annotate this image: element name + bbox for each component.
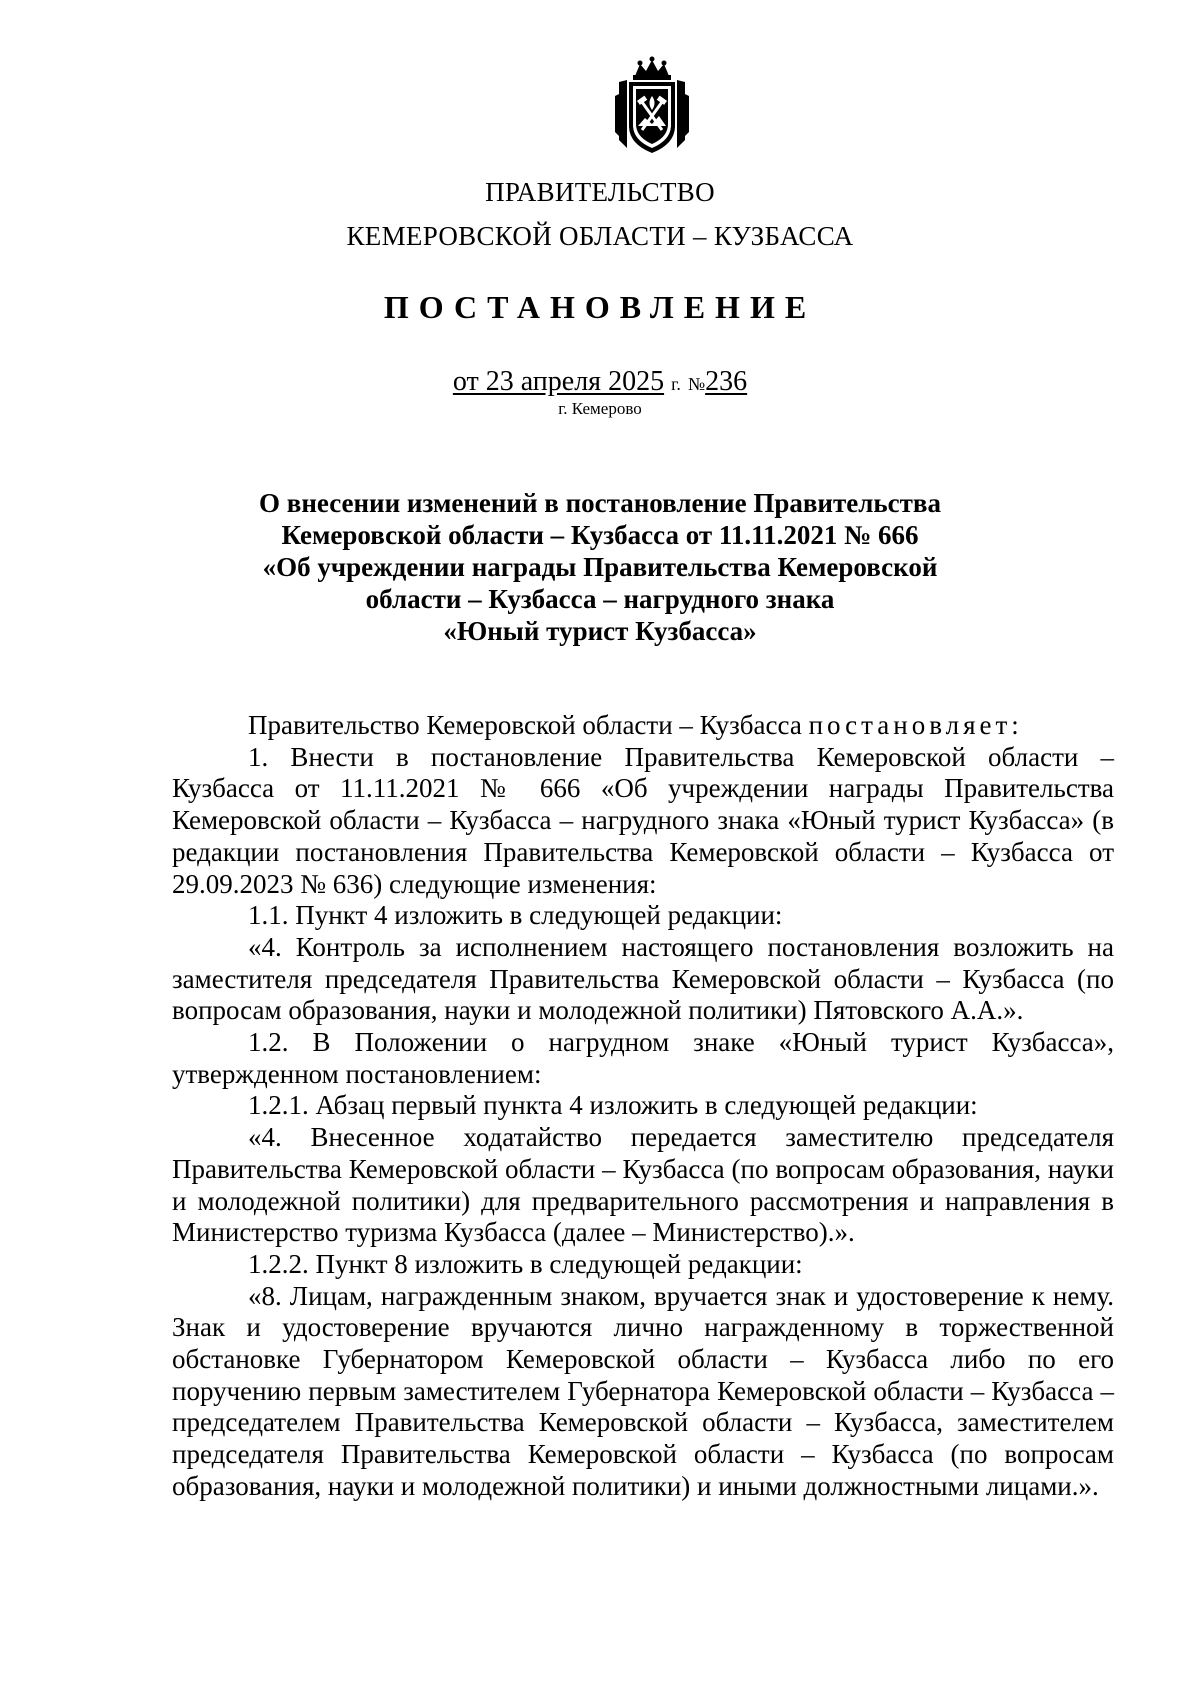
document-date: от 23 апреля 2025: [452, 366, 665, 397]
body-paragraph: 1.1. Пункт 4 изложить в следующей редакции:: [248, 900, 783, 931]
date-number-line: [0, 365, 1200, 401]
body-paragraph: «8. Лицам, награжденным знаком, вручается знак и удостоверение к нему. Знак и удостоверение вручаются лично награжденному в торжественной обстановке Губернатором Кемеровской области – Кузбасса либо по его поручению первым заместителем Губернатора Кемеровской области – Кузбасса – председателем Правительства Кемеровской области – Кузбасса, заместителем председателя Правительства Кемеровской области – Кузбасса (по вопросам образования, науки и молодежной политики) и иными должностными лицами.».: [172, 1280, 1114, 1501]
number-sign: №: [687, 374, 706, 394]
title-line: О внесении изменений в постановление Правительства: [259, 488, 941, 518]
title-line: Кемеровской области – Кузбасса от 11.11.2021 № 666: [281, 520, 919, 550]
body-paragraph: «4. Контроль за исполнением настоящего постановления возложить на заместителя председателя Правительства Кемеровской области – Кузбасса (по вопросам образования, науки и молодежной политики) Пятовского А.А.».: [172, 931, 1114, 1026]
org-name-line-2: КЕМЕРОВСКОЙ ОБЛАСТИ – КУЗБАССА: [346, 221, 854, 251]
kuzbass-coat-of-arms-icon: [613, 56, 691, 156]
org-name-line-1: ПРАВИТЕЛЬСТВО: [485, 177, 715, 207]
body-paragraph: 1.2.2. Пункт 8 изложить в следующей редакции:: [248, 1248, 803, 1279]
document-body: [172, 710, 1114, 1503]
body-paragraph: 1.2. В Положении о нагрудном знаке «Юный турист Кузбасса», утвержденном постановлением:: [172, 1027, 1114, 1089]
issuing-city: г. Кемерово: [558, 399, 642, 418]
intro-resolves: постановляет:: [808, 710, 1023, 740]
document-number: 236: [705, 366, 748, 397]
title-line: области – Кузбасса – нагрудного знака: [365, 584, 835, 614]
body-paragraph: «4. Внесенное ходатайство передается заместителю председателя Правительства Кемеровской области – Кузбасса (по вопросам образования, науки и молодежной политики) для предварительного рассмотрения и направления в Министерство туризма Кузбасса (далее – Министерство).».: [172, 1122, 1114, 1248]
intro-paragraph: [172, 710, 1114, 742]
body-paragraph: 1. Внести в постановление Правительства Кемеровской области – Кузбасса от 11.11.2021 № 666 «Об учреждении награды Правительства Кемеровской области – Кузбасса – нагрудного знака «Юный турист Кузбасса» (в редакции постановления Правительства Кемеровской области – Кузбасса от 29.09.2023 № 636) следующие изменения:: [172, 741, 1114, 899]
intro-lead: Правительство Кемеровской области – Кузбасса: [248, 710, 802, 740]
year-suffix: г.: [671, 374, 681, 394]
title-line: «Юный турист Кузбасса»: [443, 616, 757, 646]
body-paragraph: 1.2.1. Абзац первый пункта 4 изложить в следующей редакции:: [248, 1090, 978, 1121]
document-type-heading: ПОСТАНОВЛЕНИЕ: [383, 289, 817, 325]
document-title: [240, 487, 960, 647]
title-line: «Об учреждении награды Правительства Кемеровской: [262, 552, 938, 582]
